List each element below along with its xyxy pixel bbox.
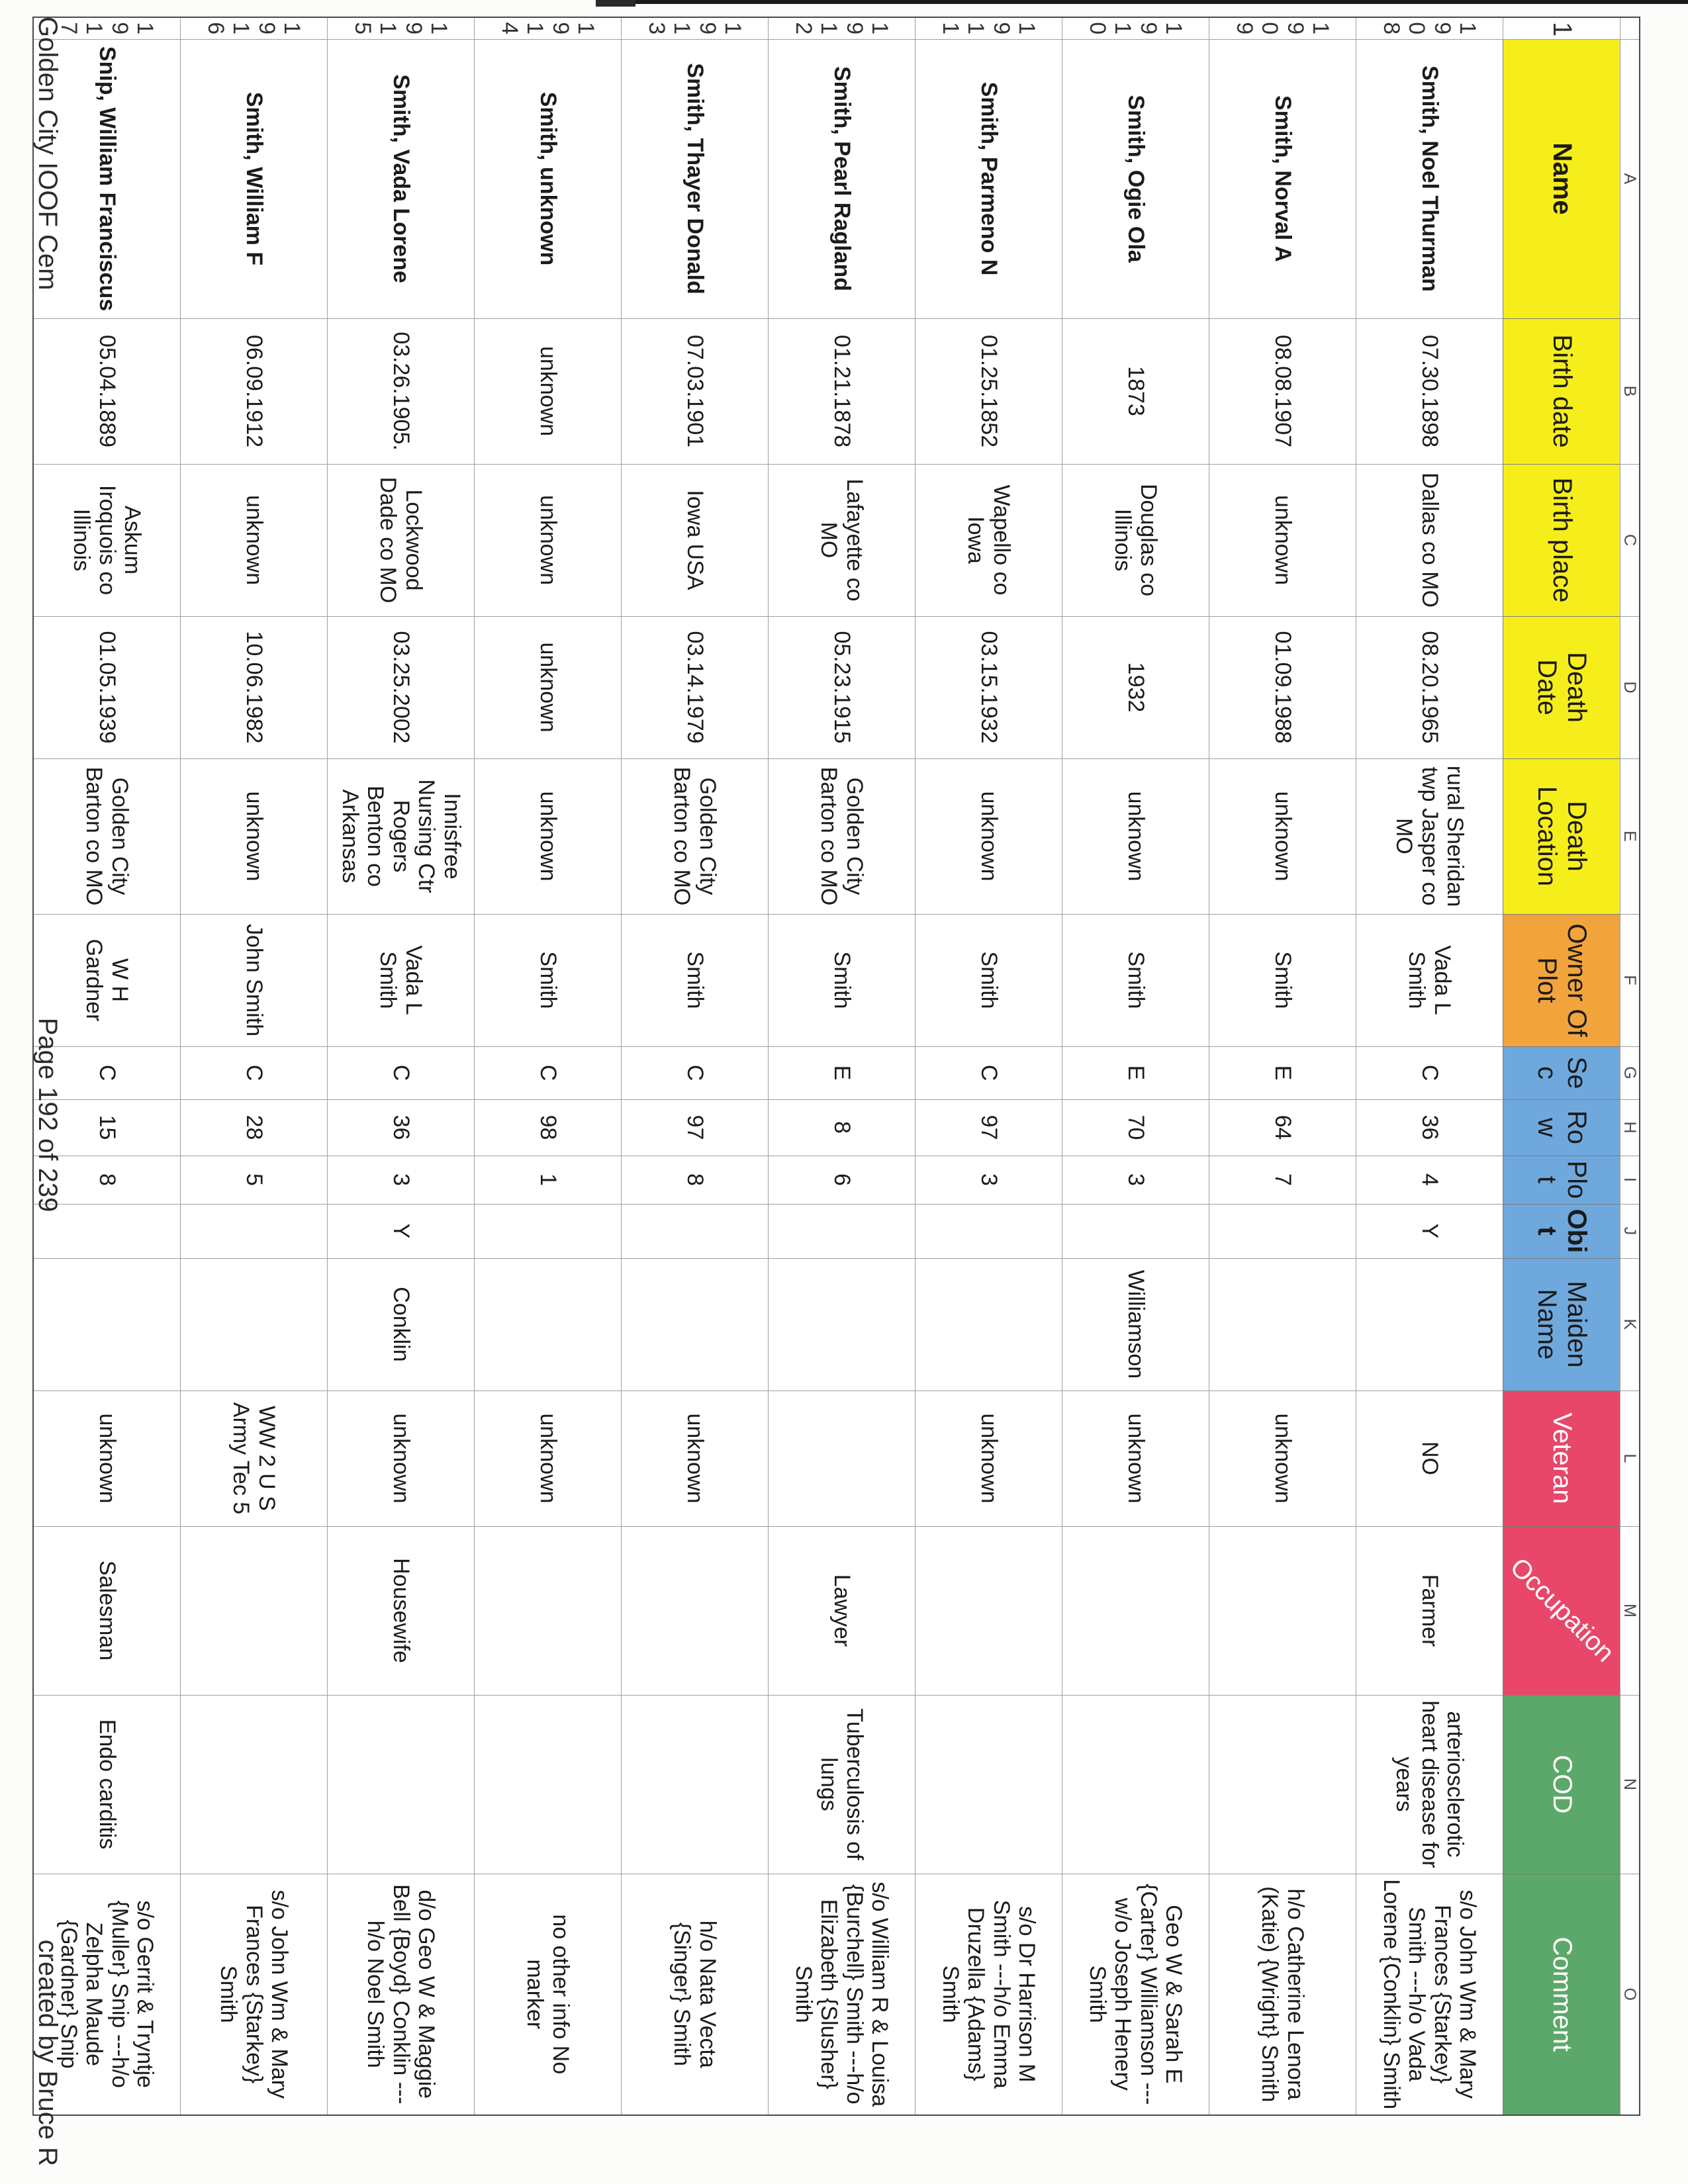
- header-owner_of_plot: Owner Of Plot: [1503, 914, 1620, 1046]
- column-letter-B: B: [1620, 318, 1640, 464]
- header-row: Row: [1503, 1099, 1620, 1156]
- column-letter-N: N: [1620, 1695, 1640, 1874]
- record-row-1912: [769, 17, 915, 2115]
- 1913-birth_date: 07.03.1901: [622, 318, 769, 464]
- 1911-occupation: [915, 1526, 1062, 1695]
- 1912-comment: s/o William R & Louisa {Burchell} Smith ---h/o Elizabeth {Slusher} Smith: [769, 1874, 915, 2115]
- 1915-row: 36: [328, 1099, 475, 1156]
- sheet-footer: [32, 17, 62, 2166]
- 1911-veteran: unknown: [915, 1390, 1062, 1526]
- 1914-occupation: [475, 1526, 622, 1695]
- 1910-sec: E: [1062, 1046, 1209, 1099]
- 1917-occupation: Salesman: [33, 1526, 181, 1695]
- 1916-comment: s/o John Wm & Mary Frances {Starkey} Smith: [181, 1874, 328, 2115]
- 1914-obit: [475, 1204, 622, 1258]
- 1916-death_location: unknown: [181, 758, 328, 914]
- 1914-sec: C: [475, 1046, 622, 1099]
- 1909-comment: h/o Catherine Lenora (Katie) {Wright} Smith: [1209, 1874, 1356, 2115]
- 1915-birth_place: Lockwood Dade co MO: [328, 464, 475, 616]
- record-row-1908: [1356, 17, 1503, 2115]
- 1913-birth_place: Iowa USA: [622, 464, 769, 616]
- 1912-birth_place: Lafayette co MO: [769, 464, 915, 616]
- row-number-1916: 1916: [181, 17, 328, 39]
- 1911-maiden_name: [915, 1258, 1062, 1390]
- 1917-comment: s/o Gerrit & Tryntje {Muller} Snip ---h/o Zelpha Maude {Gardner} Snip: [33, 1874, 181, 2115]
- 1914-row: 98: [475, 1099, 622, 1156]
- 1915-occupation: Housewife: [328, 1526, 475, 1695]
- 1915-death_date: 03.25.2002: [328, 616, 475, 758]
- column-letter-E: E: [1620, 758, 1640, 914]
- 1917-row: 15: [33, 1099, 181, 1156]
- 1913-obit: [622, 1204, 769, 1258]
- 1917-veteran: unknown: [33, 1390, 181, 1526]
- 1909-plot: 7: [1209, 1156, 1356, 1204]
- column-letter-D: D: [1620, 616, 1640, 758]
- 1911-comment: s/o Dr Harrison M Smith ---h/o Emma Druzella {Adams} Smith: [915, 1874, 1062, 2115]
- 1913-plot: 8: [622, 1156, 769, 1204]
- 1910-plot: 3: [1062, 1156, 1209, 1204]
- 1910-row: 70: [1062, 1099, 1209, 1156]
- 1908-plot: 4: [1356, 1156, 1503, 1204]
- 1914-death_location: unknown: [475, 758, 622, 914]
- 1912-obit: [769, 1204, 915, 1258]
- record-row-1916: [181, 17, 328, 2115]
- 1914-name: Smith, unknown: [475, 39, 622, 318]
- 1915-obit: Y: [328, 1204, 475, 1258]
- 1912-plot: 6: [769, 1156, 915, 1204]
- column-letter-L: L: [1620, 1390, 1640, 1526]
- 1912-maiden_name: [769, 1258, 915, 1390]
- 1910-obit: [1062, 1204, 1209, 1258]
- 1909-birth_date: 08.08.1907: [1209, 318, 1356, 464]
- row-number-1912: 1912: [769, 17, 915, 39]
- 1916-row: 28: [181, 1099, 328, 1156]
- 1909-occupation: [1209, 1526, 1356, 1695]
- 1915-owner_of_plot: Vada L Smith: [328, 914, 475, 1046]
- 1912-death_location: Golden City Barton co MO: [769, 758, 915, 914]
- header-cod: COD: [1503, 1695, 1620, 1874]
- 1916-plot: 5: [181, 1156, 328, 1204]
- column-letter-F: F: [1620, 914, 1640, 1046]
- 1917-plot: 8: [33, 1156, 181, 1204]
- 1911-owner_of_plot: Smith: [915, 914, 1062, 1046]
- 1913-name: Smith, Thayer Donald: [622, 39, 769, 318]
- 1916-obit: [181, 1204, 328, 1258]
- row-number-1908: 1908: [1356, 17, 1503, 39]
- 1913-maiden_name: [622, 1258, 769, 1390]
- column-letter-H: H: [1620, 1099, 1640, 1156]
- 1917-death_location: Golden City Barton co MO: [33, 758, 181, 914]
- 1909-birth_place: unknown: [1209, 464, 1356, 616]
- 1917-name: Snip, William Franciscus: [33, 39, 181, 318]
- header-maiden_name: Maiden Name: [1503, 1258, 1620, 1390]
- 1912-sec: E: [769, 1046, 915, 1099]
- 1913-occupation: [622, 1526, 769, 1695]
- 1912-veteran: [769, 1390, 915, 1526]
- 1908-sec: C: [1356, 1046, 1503, 1099]
- 1911-name: Smith, Parmeno N: [915, 39, 1062, 318]
- 1915-cod: [328, 1695, 475, 1874]
- header-birth_date: Birth date: [1503, 318, 1620, 464]
- 1916-birth_place: unknown: [181, 464, 328, 616]
- 1916-death_date: 10.06.1982: [181, 616, 328, 758]
- 1914-veteran: unknown: [475, 1390, 622, 1526]
- corner-cell: [1620, 17, 1640, 39]
- 1917-cod: Endo carditis: [33, 1695, 181, 1874]
- 1908-row: 36: [1356, 1099, 1503, 1156]
- record-row-1915: [328, 17, 475, 2115]
- footer-credit: created by Bruce R: [33, 1939, 62, 2166]
- 1908-death_location: rural Sheridan twp Jasper co MO: [1356, 758, 1503, 914]
- 1909-name: Smith, Norval A: [1209, 39, 1356, 318]
- 1910-cod: [1062, 1695, 1209, 1874]
- header-plot: Plot: [1503, 1156, 1620, 1204]
- record-row-1913: [622, 17, 769, 2115]
- 1914-owner_of_plot: Smith: [475, 914, 622, 1046]
- 1911-death_location: unknown: [915, 758, 1062, 914]
- 1913-owner_of_plot: Smith: [622, 914, 769, 1046]
- 1912-owner_of_plot: Smith: [769, 914, 915, 1046]
- 1914-death_date: unknown: [475, 616, 622, 758]
- column-letter-G: G: [1620, 1046, 1640, 1099]
- 1911-plot: 3: [915, 1156, 1062, 1204]
- column-letter-C: C: [1620, 464, 1640, 616]
- row-number-1915: 1915: [328, 17, 475, 39]
- header-row-number: 1: [1503, 17, 1620, 39]
- scan-artifact: [596, 0, 635, 7]
- 1916-owner_of_plot: John Smith: [181, 914, 328, 1046]
- 1911-sec: C: [915, 1046, 1062, 1099]
- 1914-maiden_name: [475, 1258, 622, 1390]
- 1914-birth_date: unknown: [475, 318, 622, 464]
- footer-title: Golden City IOOF Cem: [33, 17, 62, 291]
- 1909-cod: [1209, 1695, 1356, 1874]
- 1910-birth_place: Douglas co Illinois: [1062, 464, 1209, 616]
- 1917-birth_place: Askum Iroquois co Illinois: [33, 464, 181, 616]
- 1909-owner_of_plot: Smith: [1209, 914, 1356, 1046]
- 1909-maiden_name: [1209, 1258, 1356, 1390]
- 1913-comment: h/o Nata Vecta {Singer} Smith: [622, 1874, 769, 2115]
- column-letters-row: [1620, 17, 1640, 2115]
- column-letter-A: A: [1620, 39, 1640, 318]
- 1908-owner_of_plot: Vada L Smith: [1356, 914, 1503, 1046]
- 1908-cod: arteriosclerotic heart disease for years: [1356, 1695, 1503, 1874]
- 1910-occupation: [1062, 1526, 1209, 1695]
- footer-page-number: Page 192 of 239: [33, 1017, 62, 1212]
- 1914-comment: no other info No marker: [475, 1874, 622, 2115]
- 1912-birth_date: 01.21.1878: [769, 318, 915, 464]
- 1909-row: 64: [1209, 1099, 1356, 1156]
- 1914-birth_place: unknown: [475, 464, 622, 616]
- record-row-1914: [475, 17, 622, 2115]
- 1916-veteran: WW 2 U S Army Tec 5: [181, 1390, 328, 1526]
- 1917-birth_date: 05.04.1889: [33, 318, 181, 464]
- 1909-death_date: 01.09.1988: [1209, 616, 1356, 758]
- 1911-obit: [915, 1204, 1062, 1258]
- 1908-veteran: NO: [1356, 1390, 1503, 1526]
- header-row: [1503, 17, 1620, 2115]
- column-letter-I: I: [1620, 1156, 1640, 1204]
- 1915-comment: d/o Geo W & Maggie Bell {Boyd} Conklin ---h/o Noel Smith: [328, 1874, 475, 2115]
- 1917-sec: C: [33, 1046, 181, 1099]
- 1908-obit: Y: [1356, 1204, 1503, 1258]
- 1912-name: Smith, Pearl Ragland: [769, 39, 915, 318]
- 1914-plot: 1: [475, 1156, 622, 1204]
- 1910-death_date: 1932: [1062, 616, 1209, 758]
- 1908-birth_place: Dallas co MO: [1356, 464, 1503, 616]
- 1912-occupation: Lawyer: [769, 1526, 915, 1695]
- 1908-maiden_name: [1356, 1258, 1503, 1390]
- header-sec: Sec: [1503, 1046, 1620, 1099]
- 1911-cod: [915, 1695, 1062, 1874]
- 1913-death_location: Golden City Barton co MO: [622, 758, 769, 914]
- 1911-row: 97: [915, 1099, 1062, 1156]
- 1916-cod: [181, 1695, 328, 1874]
- 1915-plot: 3: [328, 1156, 475, 1204]
- 1913-sec: C: [622, 1046, 769, 1099]
- record-row-1911: [915, 17, 1062, 2115]
- 1915-sec: C: [328, 1046, 475, 1099]
- 1910-birth_date: 1873: [1062, 318, 1209, 464]
- column-letter-J: J: [1620, 1204, 1640, 1258]
- 1908-birth_date: 07.30.1898: [1356, 318, 1503, 464]
- header-comment: Comment: [1503, 1874, 1620, 2115]
- column-letter-K: K: [1620, 1258, 1640, 1390]
- column-letter-O: O: [1620, 1874, 1640, 2115]
- 1910-death_location: unknown: [1062, 758, 1209, 914]
- header-veteran: Veteran: [1503, 1390, 1620, 1526]
- 1909-obit: [1209, 1204, 1356, 1258]
- scan-artifact: [629, 0, 1688, 4]
- 1916-name: Smith, William F: [181, 39, 328, 318]
- 1915-veteran: unknown: [328, 1390, 475, 1526]
- header-obit: Obit: [1503, 1204, 1620, 1258]
- header-death_date: Death Date: [1503, 616, 1620, 758]
- 1908-comment: s/o John Wm & Mary Frances {Starkey} Smith ---h/o Vada Lorene {Conklin} Smith: [1356, 1874, 1503, 2115]
- 1913-row: 97: [622, 1099, 769, 1156]
- 1915-name: Smith, Vada Lorene: [328, 39, 475, 318]
- records-table: [32, 17, 1640, 2116]
- row-number-1910: 1910: [1062, 17, 1209, 39]
- 1913-cod: [622, 1695, 769, 1874]
- 1916-sec: C: [181, 1046, 328, 1099]
- 1912-row: 8: [769, 1099, 915, 1156]
- 1912-death_date: 05.23.1915: [769, 616, 915, 758]
- 1909-sec: E: [1209, 1046, 1356, 1099]
- 1908-death_date: 08.20.1965: [1356, 616, 1503, 758]
- row-number-1913: 1913: [622, 17, 769, 39]
- 1915-birth_date: 03.26.1905.: [328, 318, 475, 464]
- 1917-owner_of_plot: W H Gardner: [33, 914, 181, 1046]
- 1911-birth_date: 01.25.1852: [915, 318, 1062, 464]
- record-row-1909: [1209, 17, 1356, 2115]
- header-occupation: Occupation: [1503, 1526, 1620, 1695]
- 1917-death_date: 01.05.1939: [33, 616, 181, 758]
- 1912-cod: Tuberculosis of lungs: [769, 1695, 915, 1874]
- 1910-veteran: unknown: [1062, 1390, 1209, 1526]
- 1913-veteran: unknown: [622, 1390, 769, 1526]
- 1915-maiden_name: Conklin: [328, 1258, 475, 1390]
- header-birth_place: Birth place: [1503, 464, 1620, 616]
- row-number-1911: 1911: [915, 17, 1062, 39]
- 1915-death_location: Innisfree Nursing Ctr Rogers Benton co Arkansas: [328, 758, 475, 914]
- row-number-1909: 1909: [1209, 17, 1356, 39]
- 1909-veteran: unknown: [1209, 1390, 1356, 1526]
- 1910-comment: Geo W & Sarah E {Carter} Williamson ---w/o Joseph Henery Smith: [1062, 1874, 1209, 2115]
- 1916-birth_date: 06.09.1912: [181, 318, 328, 464]
- 1908-occupation: Farmer: [1356, 1526, 1503, 1695]
- 1916-occupation: [181, 1526, 328, 1695]
- row-number-1917: 1917: [33, 17, 181, 39]
- 1910-maiden_name: Williamson: [1062, 1258, 1209, 1390]
- 1914-cod: [475, 1695, 622, 1874]
- 1908-name: Smith, Noel Thurman: [1356, 39, 1503, 318]
- 1913-death_date: 03.14.1979: [622, 616, 769, 758]
- column-letter-M: M: [1620, 1526, 1640, 1695]
- 1910-owner_of_plot: Smith: [1062, 914, 1209, 1046]
- header-name: Name: [1503, 39, 1620, 318]
- 1916-maiden_name: [181, 1258, 328, 1390]
- 1911-death_date: 03.15.1932: [915, 616, 1062, 758]
- 1911-birth_place: Wapello co Iowa: [915, 464, 1062, 616]
- row-number-1914: 1914: [475, 17, 622, 39]
- header-death_location: Death Location: [1503, 758, 1620, 914]
- 1909-death_location: unknown: [1209, 758, 1356, 914]
- record-row-1910: [1062, 17, 1209, 2115]
- 1910-name: Smith, Ogie Ola: [1062, 39, 1209, 318]
